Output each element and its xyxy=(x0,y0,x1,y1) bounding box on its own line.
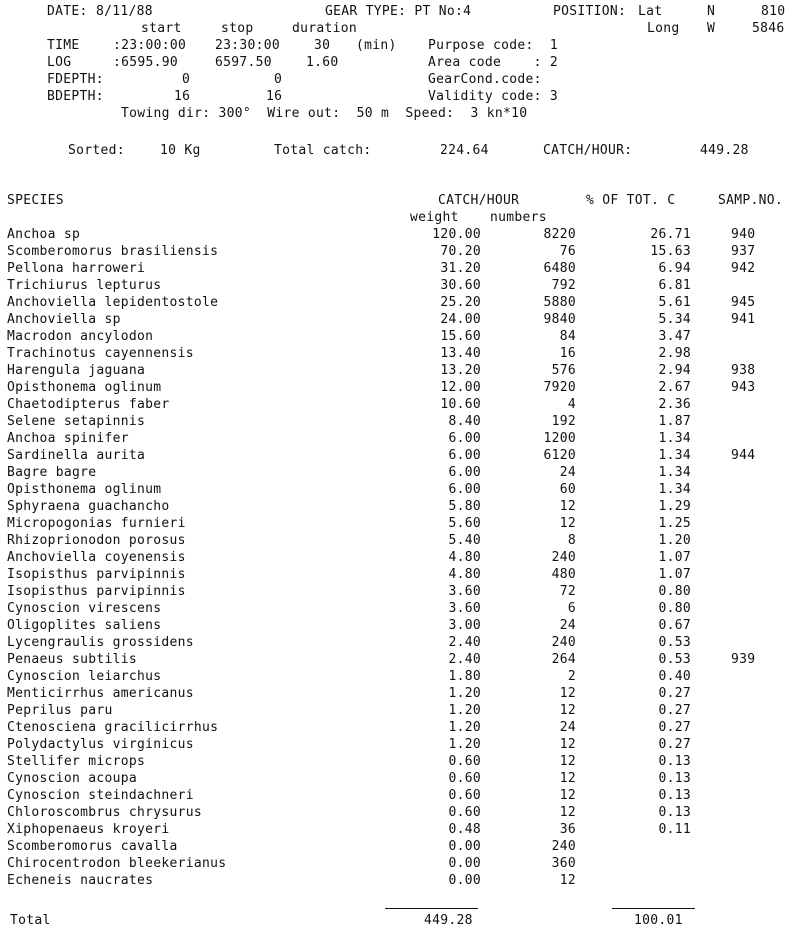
percent-value: 0.80 xyxy=(658,601,691,616)
lat-hemisphere: N xyxy=(707,4,716,19)
weight-value: 6.00 xyxy=(448,448,481,463)
weight-value: 5.80 xyxy=(448,499,481,514)
sample-number: 942 xyxy=(731,261,756,276)
weight-value: 24.00 xyxy=(440,312,481,327)
numbers-value: 192 xyxy=(551,414,576,429)
species-name: Cynoscion virescens xyxy=(7,601,162,616)
table-row xyxy=(0,838,800,855)
percent-value: 0.13 xyxy=(658,805,691,820)
numbers-value: 5880 xyxy=(543,295,576,310)
percent-value: 1.07 xyxy=(658,567,691,582)
sorted-value: 10 Kg xyxy=(160,143,201,158)
species-name: Scomberomorus cavalla xyxy=(7,839,178,854)
numbers-value: 12 xyxy=(559,703,576,718)
towing-line: Towing dir: 300° Wire out: 50 m Speed: 3 kn*10 xyxy=(121,106,528,121)
numbers-value: 12 xyxy=(559,873,576,888)
table-row xyxy=(0,804,800,821)
sample-number: 945 xyxy=(731,295,756,310)
table-row xyxy=(0,379,800,396)
weight-value: 6.00 xyxy=(448,465,481,480)
table-row xyxy=(0,702,800,719)
percent-value: 1.87 xyxy=(658,414,691,429)
species-name: Trachinotus cayennensis xyxy=(7,346,194,361)
percent-value: 0.80 xyxy=(658,584,691,599)
percent-value: 15.63 xyxy=(650,244,691,259)
percent-value: 1.34 xyxy=(658,482,691,497)
gear-type: GEAR TYPE: PT No:4 xyxy=(325,4,472,19)
weight-value: 1.80 xyxy=(448,669,481,684)
pct-total-rule xyxy=(612,908,695,909)
table-row xyxy=(0,243,800,260)
total-catch-value: 224.64 xyxy=(440,143,489,158)
percent-value: 0.27 xyxy=(658,703,691,718)
area-code: Area code : 2 xyxy=(428,55,559,70)
species-name: Anchoviella sp xyxy=(7,312,121,327)
weight-value: 1.20 xyxy=(448,720,481,735)
percent-value: 6.94 xyxy=(658,261,691,276)
table-row xyxy=(0,719,800,736)
col-stop-label: stop xyxy=(221,21,254,36)
sample-number: 943 xyxy=(731,380,756,395)
table-row xyxy=(0,753,800,770)
table-row xyxy=(0,277,800,294)
table-row xyxy=(0,736,800,753)
numbers-value: 240 xyxy=(551,839,576,854)
numbers-value: 24 xyxy=(559,618,576,633)
species-name: Menticirrhus americanus xyxy=(7,686,194,701)
species-name: Cynoscion acoupa xyxy=(7,771,138,786)
table-row xyxy=(0,311,800,328)
species-name: Sphyraena guachancho xyxy=(7,499,170,514)
total-weight: 449.28 xyxy=(424,913,473,928)
percent-value: 1.20 xyxy=(658,533,691,548)
weight-value: 0.00 xyxy=(448,856,481,871)
species-name: Anchoviella lepidentostole xyxy=(7,295,219,310)
total-label: Total xyxy=(10,913,51,928)
percent-value: 5.34 xyxy=(658,312,691,327)
total-catch-label: Total catch: xyxy=(274,143,372,158)
species-name: Isopisthus parvipinnis xyxy=(7,584,186,599)
catch-hour-label: CATCH/HOUR: xyxy=(543,143,633,158)
species-name: Chirocentrodon bleekerianus xyxy=(7,856,227,871)
species-name: Anchoa sp xyxy=(7,227,81,242)
numbers-value: 240 xyxy=(551,550,576,565)
species-name: Selene setapinnis xyxy=(7,414,146,429)
species-name: Ctenosciena gracilicirrhus xyxy=(7,720,219,735)
log-start: :6595.90 xyxy=(113,55,179,70)
long-value: 5846 xyxy=(752,21,785,36)
table-row xyxy=(0,770,800,787)
percent-value: 1.34 xyxy=(658,431,691,446)
catch-hour-value: 449.28 xyxy=(700,143,749,158)
numbers-value: 12 xyxy=(559,737,576,752)
species-name: Opisthonema oglinum xyxy=(7,482,162,497)
position-label: POSITION: xyxy=(553,4,627,19)
weight-value: 2.40 xyxy=(448,652,481,667)
log-duration: 1.60 xyxy=(306,55,339,70)
weight-value: 1.20 xyxy=(448,737,481,752)
numbers-value: 12 xyxy=(559,788,576,803)
sample-number: 940 xyxy=(731,227,756,242)
numbers-value: 8220 xyxy=(543,227,576,242)
weight-value: 6.00 xyxy=(448,482,481,497)
species-name: Opisthonema oglinum xyxy=(7,380,162,395)
percent-value: 0.53 xyxy=(658,635,691,650)
date-value: 8/11/88 xyxy=(96,4,153,19)
time-stop: 23:30:00 xyxy=(215,38,281,53)
bdepth-label: BDEPTH: xyxy=(47,89,104,104)
fdepth-stop: 0 xyxy=(274,72,283,87)
species-name: Cynoscion steindachneri xyxy=(7,788,194,803)
date-label: DATE: xyxy=(47,4,88,19)
weight-value: 0.00 xyxy=(448,873,481,888)
numbers-value: 16 xyxy=(559,346,576,361)
table-row xyxy=(0,294,800,311)
table-row xyxy=(0,634,800,651)
time-start: :23:00:00 xyxy=(113,38,187,53)
numbers-value: 9840 xyxy=(543,312,576,327)
bdepth-start: 16 xyxy=(174,89,191,104)
percent-value: 2.94 xyxy=(658,363,691,378)
table-row xyxy=(0,362,800,379)
species-name: Oligoplites saliens xyxy=(7,618,162,633)
weight-value: 6.00 xyxy=(448,431,481,446)
numbers-value: 12 xyxy=(559,754,576,769)
log-stop: 6597.50 xyxy=(215,55,272,70)
table-row xyxy=(0,872,800,889)
species-name: Sardinella aurita xyxy=(7,448,146,463)
weight-value: 10.60 xyxy=(440,397,481,412)
species-name: Stellifer microps xyxy=(7,754,146,769)
percent-value: 2.98 xyxy=(658,346,691,361)
table-row xyxy=(0,447,800,464)
species-name: Polydactylus virginicus xyxy=(7,737,194,752)
percent-value: 2.67 xyxy=(658,380,691,395)
percent-value: 0.11 xyxy=(658,822,691,837)
numbers-value: 12 xyxy=(559,771,576,786)
percent-value: 5.61 xyxy=(658,295,691,310)
table-row xyxy=(0,464,800,481)
numbers-value: 8 xyxy=(567,533,576,548)
numbers-value: 36 xyxy=(559,822,576,837)
long-hemisphere: W xyxy=(707,21,716,36)
numbers-value: 240 xyxy=(551,635,576,650)
species-name: Scomberomorus brasiliensis xyxy=(7,244,219,259)
weight-value: 1.20 xyxy=(448,703,481,718)
time-label: TIME xyxy=(47,38,80,53)
percent-value: 0.27 xyxy=(658,686,691,701)
samp-no-header: SAMP.NO. xyxy=(718,193,784,208)
species-name: Harengula jaguana xyxy=(7,363,146,378)
table-row xyxy=(0,668,800,685)
numbers-value: 12 xyxy=(559,805,576,820)
gearcond-code: GearCond.code: xyxy=(428,72,542,87)
weight-value: 2.40 xyxy=(448,635,481,650)
percent-value: 1.07 xyxy=(658,550,691,565)
weight-value: 12.00 xyxy=(440,380,481,395)
fdepth-start: 0 xyxy=(182,72,191,87)
table-row xyxy=(0,413,800,430)
table-row xyxy=(0,260,800,277)
percent-value: 0.27 xyxy=(658,737,691,752)
numbers-value: 24 xyxy=(559,720,576,735)
weight-value: 3.60 xyxy=(448,584,481,599)
long-label: Long xyxy=(647,21,680,36)
species-name: Anchoa spinifer xyxy=(7,431,129,446)
numbers-value: 12 xyxy=(559,516,576,531)
table-row xyxy=(0,583,800,600)
table-row xyxy=(0,549,800,566)
weight-value: 5.60 xyxy=(448,516,481,531)
weight-value: 120.00 xyxy=(432,227,481,242)
time-duration: 30 xyxy=(314,38,331,53)
weight-value: 3.60 xyxy=(448,601,481,616)
weight-value: 0.60 xyxy=(448,805,481,820)
percent-value: 26.71 xyxy=(650,227,691,242)
sorted-label: Sorted: xyxy=(68,143,125,158)
numbers-value: 12 xyxy=(559,499,576,514)
weight-value: 25.20 xyxy=(440,295,481,310)
percent-value: 0.53 xyxy=(658,652,691,667)
time-unit: (min) xyxy=(356,38,397,53)
table-row xyxy=(0,566,800,583)
numbers-value: 60 xyxy=(559,482,576,497)
species-name: Chloroscombrus chrysurus xyxy=(7,805,203,820)
percent-value: 0.27 xyxy=(658,720,691,735)
lat-label: Lat xyxy=(638,4,663,19)
table-row xyxy=(0,328,800,345)
weight-subheader: weight xyxy=(410,210,459,225)
weight-value: 30.60 xyxy=(440,278,481,293)
table-row xyxy=(0,821,800,838)
catch-hour-header: CATCH/HOUR xyxy=(438,193,520,208)
table-row xyxy=(0,345,800,362)
weight-value: 15.60 xyxy=(440,329,481,344)
table-row xyxy=(0,600,800,617)
percent-value: 0.67 xyxy=(658,618,691,633)
species-name: Penaeus subtilis xyxy=(7,652,138,667)
pct-total-header: % OF TOT. C xyxy=(586,193,676,208)
percent-value: 3.47 xyxy=(658,329,691,344)
table-row xyxy=(0,685,800,702)
species-name: Trichiurus lepturus xyxy=(7,278,162,293)
weight-value: 13.20 xyxy=(440,363,481,378)
numbers-value: 6120 xyxy=(543,448,576,463)
sample-number: 937 xyxy=(731,244,756,259)
species-name: Xiphopenaeus kroyeri xyxy=(7,822,170,837)
table-row xyxy=(0,532,800,549)
table-row xyxy=(0,226,800,243)
species-name: Anchoviella coyenensis xyxy=(7,550,186,565)
table-row xyxy=(0,617,800,634)
numbers-value: 480 xyxy=(551,567,576,582)
numbers-value: 6480 xyxy=(543,261,576,276)
weight-value: 70.20 xyxy=(440,244,481,259)
sample-number: 944 xyxy=(731,448,756,463)
sample-number: 938 xyxy=(731,363,756,378)
weight-value: 8.40 xyxy=(448,414,481,429)
purpose-code: Purpose code: 1 xyxy=(428,38,559,53)
numbers-value: 72 xyxy=(559,584,576,599)
weight-value: 0.00 xyxy=(448,839,481,854)
percent-value: 2.36 xyxy=(658,397,691,412)
percent-value: 0.13 xyxy=(658,771,691,786)
lat-value: 810 xyxy=(761,4,786,19)
numbers-value: 12 xyxy=(559,686,576,701)
validity-code: Validity code: 3 xyxy=(428,89,559,104)
numbers-value: 2 xyxy=(567,669,576,684)
table-row xyxy=(0,481,800,498)
percent-value: 1.25 xyxy=(658,516,691,531)
percent-value: 1.29 xyxy=(658,499,691,514)
weight-value: 1.20 xyxy=(448,686,481,701)
numbers-value: 1200 xyxy=(543,431,576,446)
species-name: Bagre bagre xyxy=(7,465,97,480)
weight-value: 4.80 xyxy=(448,567,481,582)
species-name: Lycengraulis grossidens xyxy=(7,635,194,650)
species-name: Cynoscion leiarchus xyxy=(7,669,162,684)
numbers-value: 264 xyxy=(551,652,576,667)
sample-number: 939 xyxy=(731,652,756,667)
species-header: SPECIES xyxy=(7,193,64,208)
species-name: Isopisthus parvipinnis xyxy=(7,567,186,582)
weight-value: 0.60 xyxy=(448,754,481,769)
numbers-value: 76 xyxy=(559,244,576,259)
table-row xyxy=(0,855,800,872)
species-name: Chaetodipterus faber xyxy=(7,397,170,412)
numbers-value: 6 xyxy=(567,601,576,616)
numbers-value: 7920 xyxy=(543,380,576,395)
species-name: Micropogonias furnieri xyxy=(7,516,186,531)
weight-value: 0.48 xyxy=(448,822,481,837)
numbers-value: 576 xyxy=(551,363,576,378)
weight-value: 5.40 xyxy=(448,533,481,548)
percent-value: 6.81 xyxy=(658,278,691,293)
log-label: LOG xyxy=(47,55,72,70)
weight-value: 0.60 xyxy=(448,788,481,803)
table-row xyxy=(0,787,800,804)
weight-value: 4.80 xyxy=(448,550,481,565)
table-row xyxy=(0,498,800,515)
numbers-value: 24 xyxy=(559,465,576,480)
numbers-value: 84 xyxy=(559,329,576,344)
percent-value: 1.34 xyxy=(658,465,691,480)
percent-value: 0.40 xyxy=(658,669,691,684)
weight-value: 0.60 xyxy=(448,771,481,786)
table-row xyxy=(0,651,800,668)
weight-value: 3.00 xyxy=(448,618,481,633)
species-name: Rhizoprionodon porosus xyxy=(7,533,186,548)
table-row xyxy=(0,396,800,413)
table-row xyxy=(0,430,800,447)
species-name: Pellona harroweri xyxy=(7,261,146,276)
percent-value: 1.34 xyxy=(658,448,691,463)
weight-value: 31.20 xyxy=(440,261,481,276)
col-duration-label: duration xyxy=(292,21,358,36)
numbers-value: 360 xyxy=(551,856,576,871)
weight-total-rule xyxy=(385,908,478,909)
bdepth-stop: 16 xyxy=(266,89,283,104)
sample-number: 941 xyxy=(731,312,756,327)
numbers-value: 4 xyxy=(567,397,576,412)
table-row xyxy=(0,515,800,532)
species-name: Echeneis naucrates xyxy=(7,873,154,888)
species-name: Peprilus paru xyxy=(7,703,113,718)
numbers-value: 792 xyxy=(551,278,576,293)
percent-value: 0.13 xyxy=(658,788,691,803)
fdepth-label: FDEPTH: xyxy=(47,72,104,87)
species-name: Macrodon ancylodon xyxy=(7,329,154,344)
col-start-label: start xyxy=(141,21,182,36)
percent-value: 0.13 xyxy=(658,754,691,769)
total-percent: 100.01 xyxy=(634,913,683,928)
weight-value: 13.40 xyxy=(440,346,481,361)
numbers-subheader: numbers xyxy=(490,210,547,225)
